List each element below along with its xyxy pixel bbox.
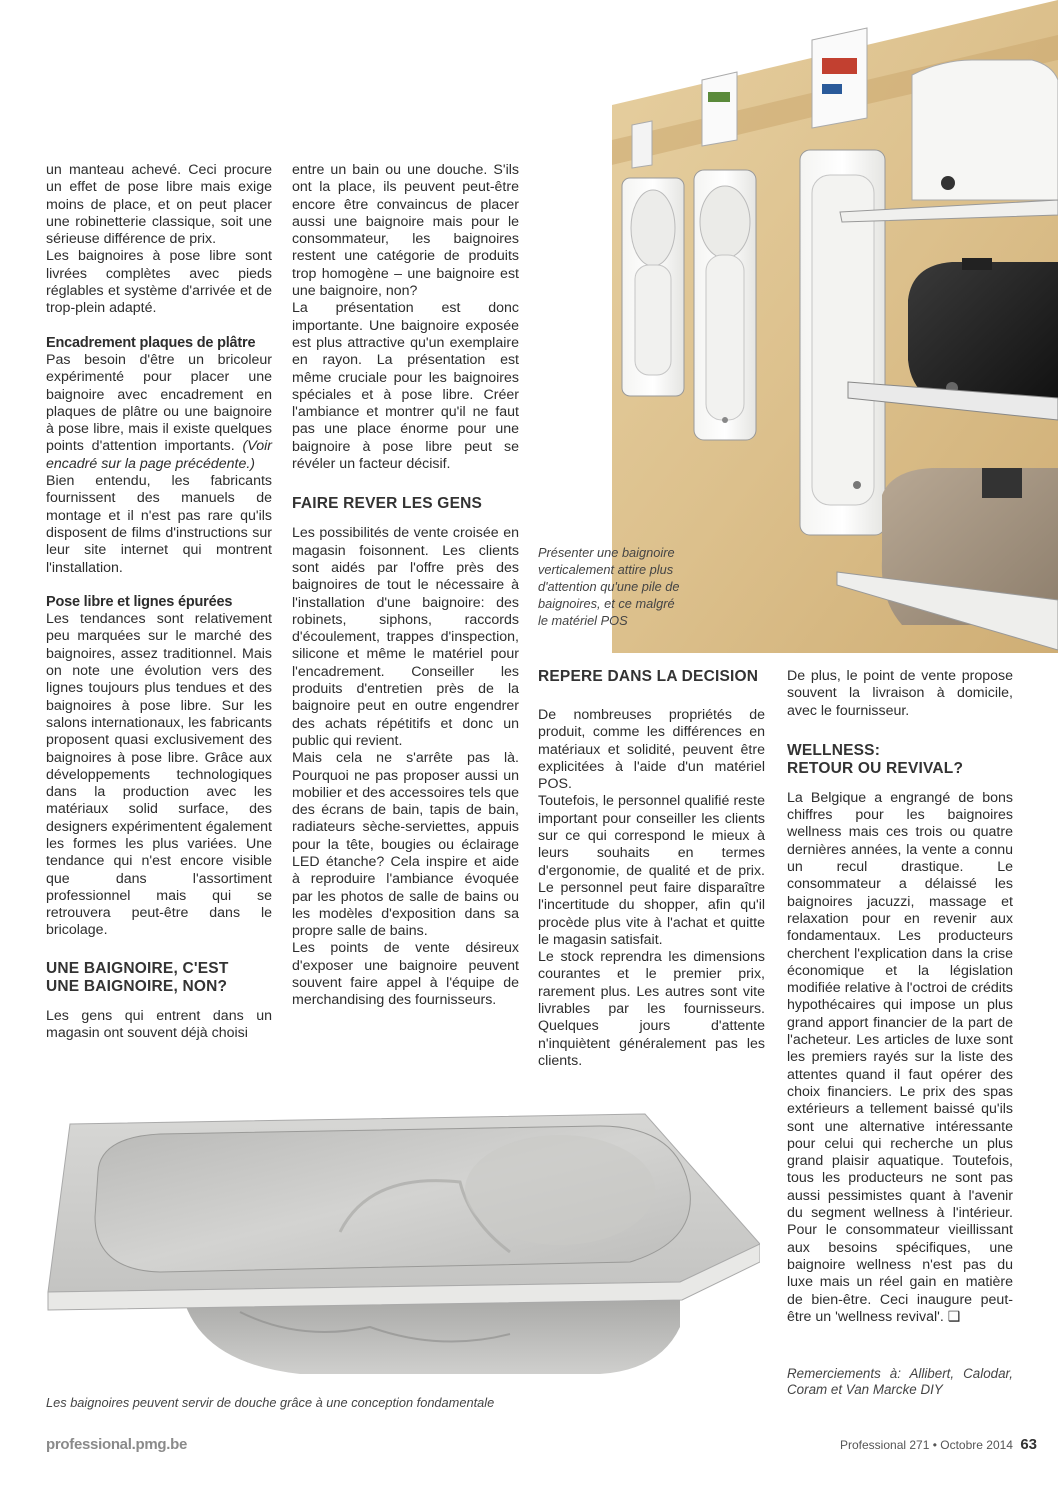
paragraph: Le stock reprendra les dimensions courantes et le premier prix, rarement plus. Les autres sont vite livrables par les fournisseurs. Quelques jours d'attente n'inquiètent généralement pas les clients. xyxy=(538,949,765,1069)
page-number: 63 xyxy=(1020,1436,1038,1453)
section-heading-faire-rever: FAIRE REVER LES GENS xyxy=(292,495,483,513)
paragraph: Mais cela ne s'arrête pas là. Pourquoi ne pas proposer aussi un mobilier et des accessoires tels que des écrans de bain, tapis de bain, radiateurs sèche-serviettes, appuis pour la tête, bougies ou éclairage LED étanche? Cela inspire et aide à reproduire l'ambiance évoquée par les photos de salle de bains ou les modèles d'exposition dans sa propre salle de bains. xyxy=(292,750,519,940)
heading-line: RETOUR OU REVIVAL? xyxy=(787,759,964,777)
paragraph: De nombreuses propriétés de produit, comme les différences en matériaux et solidité, peuvent être explicitées à l'aide d'un matériel POS. xyxy=(538,707,765,793)
footer-issue-info xyxy=(840,1436,1037,1453)
paragraph: La présentation est donc importante. Une baignoire exposée est plus attractive qu'un exemplaire en rayon. La présentation est même cruciale pour les baignoires spéciales et à pose libre. Créer l'ambiance et montrer qu'il ne faut pas une place énorme pour une baignoire à pose libre peut se révéler un facteur décisif. xyxy=(292,300,519,473)
paragraph: un manteau achevé. Ceci procure un effet de pose libre mais exige moins de place, et on peut placer une robinetterie classique, soit une sérieuse différence de prix. xyxy=(46,162,272,248)
paragraph xyxy=(787,790,1013,1326)
paragraph xyxy=(46,352,272,473)
article-column-3 xyxy=(538,668,765,1070)
section-heading-repere: REPERE DANS LA DECISION xyxy=(538,668,759,685)
cross-reference-note: (Voir encadré sur la page précédente.) xyxy=(46,438,272,472)
subheading-pose-libre: Pose libre et lignes épurées xyxy=(46,593,233,610)
acknowledgements: Remerciements à: Allibert, Calodar, Coram et Van Marcke DIY xyxy=(787,1366,1013,1397)
end-of-article-icon: ❑ xyxy=(947,1308,961,1325)
heading-line: UNE BAIGNOIRE, NON? xyxy=(46,977,228,995)
paragraph: Les baignoires à pose libre sont livrées complètes avec pieds réglables et système d'arrivée et de trop-plein adapté. xyxy=(46,248,272,317)
paragraph-text: Pas besoin d'être un bricoleur expérimenté pour placer une baignoire avec encadrement en plaques de plâtre ou une baignoire à pose libre, mais il existe quelques points d'attention importants. xyxy=(46,351,272,455)
paragraph: Bien entendu, les fabricants fournissent des manuels de montage et il n'est pas rare qu'ils disposent de films d'instructions sur leur site internet qui montrent l'installation. xyxy=(46,473,272,576)
paragraph: entre un bain ou une douche. S'ils ont la place, ils peuvent peut-être encore être convaincus de placer aussi une baignoire mais pour le consommateur, les baignoires restent une catégorie de produits trop homogène – une baignoire est une baignoire, non? xyxy=(292,162,519,300)
photo-caption-display: Présenter une baignoire verticalement attire plus d'attention qu'une pile de baignoires, et ce malgré le matériel POS xyxy=(538,545,680,628)
paragraph: Toutefois, le personnel qualifié reste important pour conseiller les clients sur ce qui correspond le mieux à leurs souhaits en termes d'ergonomie, de qualité et de prix. Le personnel peut faire disparaître l'incertitude du shopper, afin qu'il procède plus vite à l'achat et quitte le magasin satisfait. xyxy=(538,793,765,948)
section-heading-une-baignoire xyxy=(46,960,272,996)
article-column-2 xyxy=(292,162,519,1010)
paragraph: Les possibilités de vente croisée en magasin foisonnent. Les clients sont aidés par l'offre près des baignoires de tout le nécessaire à l'installation d'une baignoire: des robinets, siphons, raccords d'écoulement, trappes d'inspection, silicone et même le matériel pour l'encadrement. Conseiller les produits d'entretien près de la baignoire peut en outre engendrer des achats répétitifs et donc un public qui revient. xyxy=(292,525,519,749)
paragraph: Les gens qui entrent dans un magasin ont souvent déjà choisi xyxy=(46,1007,272,1042)
heading-line: WELLNESS: xyxy=(787,741,881,759)
footer-website[interactable]: professional.pmg.be xyxy=(46,1436,187,1453)
paragraph: Les tendances sont relativement peu marquées sur le marché des baignoires, assez traditionnel. Mais on note une évolution vers des lignes toujours plus tendues et des baignoires à pose libre. Sur les salons internationaux, les fabricants proposent quasi exclusivement des baignoires à pose libre. Grâce aux développements technologiques dans la production avec les matériaux solid surface, des designers expérimentent également les formes les plus variées. Une tendance qui n'est encore visible que dans l'assortiment professionnel mais qui se retrouvera peut-être dans le bricolage. xyxy=(46,611,272,939)
article-column-4 xyxy=(787,668,1013,1326)
paragraph: De plus, le point de vente propose souvent la livraison à domicile, avec le fournisseur. xyxy=(787,668,1013,719)
paragraph: Les points de vente désireux d'exposer une baignoire peuvent souvent faire appel à l'équipe de merchandising des fournisseurs. xyxy=(292,940,519,1009)
photo-caption-bathtub: Les baignoires peuvent servir de douche grâce à une conception fondamentale xyxy=(46,1395,495,1410)
subheading-encadrement: Encadrement plaques de plâtre xyxy=(46,334,256,351)
photo-bathtub xyxy=(40,1112,760,1392)
issue-label: Professional 271 • Octobre 2014 xyxy=(840,1438,1013,1452)
bathtub-illustration xyxy=(40,1112,760,1392)
article-column-1 xyxy=(46,162,272,1042)
paragraph-text: La Belgique a engrangé de bons chiffres pour les baignoires wellness mais ces trois ou quatre dernières années, la vente a connu un recul drastique. Le consommateur a délaissé les baignoires jacuzzi, massage et relaxation pour en revenir aux fondamentaux. Les producteurs cherchent l'explication dans la crise économique et la législation modifiée relative à l'octroi de crédits hypothécaires qui impose un plus grand apport financier de la part de l'acheteur. Les articles de luxe sont les premiers rayés sur la liste des attentes quand il faut opérer des choix financiers. Le prix des spas extérieurs a tellement baissé qu'ils sont une alternative intéressante pour celui qui recherche un plus grand plaisir aquatique. Toutefois, tous les producteurs ne sont pas aussi pessimistes quant à l'avenir du segment wellness à l'intérieur. Pour le consommateur vieillissant aux besoins spécifiques, une baignoire wellness n'est pas du luxe mais un réel gain en matière de bien-être. Ceci inaugure peut-être un 'wellness revival'. xyxy=(787,789,1013,1325)
heading-line: UNE BAIGNOIRE, C'EST xyxy=(46,959,229,977)
section-heading-wellness xyxy=(787,742,1013,778)
